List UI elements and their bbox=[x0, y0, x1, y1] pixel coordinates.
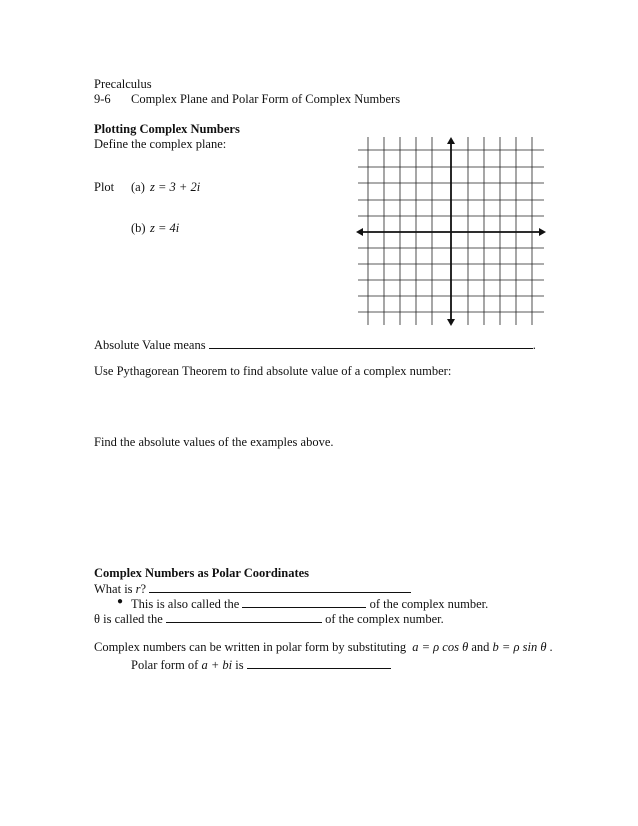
arrow-right-icon bbox=[539, 228, 546, 236]
absolute-value-prefix: Absolute Value means bbox=[94, 338, 206, 352]
plot-label: Plot bbox=[94, 180, 115, 194]
modulus-suffix: of the complex number. bbox=[369, 597, 489, 611]
polar-form-prefix: Polar form of bbox=[131, 658, 199, 672]
complex-plane-grid[interactable] bbox=[356, 137, 546, 327]
theta-blank[interactable] bbox=[166, 610, 322, 623]
polar-form-blank[interactable] bbox=[247, 656, 391, 669]
theta-suffix: of the complex number. bbox=[325, 612, 444, 626]
axes bbox=[360, 141, 542, 321]
item-a-label: (a) bbox=[131, 180, 145, 194]
what-is-r-blank[interactable] bbox=[149, 580, 411, 593]
pythagorean-prompt: Use Pythagorean Theorem to find absolute value of a complex number: bbox=[94, 364, 452, 378]
arrow-left-icon bbox=[356, 228, 363, 236]
polar-form-line bbox=[131, 656, 391, 673]
section-title: Complex Plane and Polar Form of Complex Numbers bbox=[131, 92, 401, 106]
modulus-prefix: This is also called the bbox=[131, 597, 240, 611]
modulus-blank[interactable] bbox=[242, 595, 366, 608]
item-a-expression: z = 3 + 2i bbox=[150, 180, 201, 194]
b-substitution: b = ρ sin θ bbox=[492, 640, 547, 654]
absolute-value-suffix: . bbox=[532, 338, 536, 352]
course-title: Precalculus bbox=[94, 77, 152, 91]
r-symbol: r bbox=[135, 582, 141, 596]
absolute-value-blank[interactable] bbox=[209, 336, 533, 349]
a-substitution: a = ρ cos θ bbox=[412, 640, 469, 654]
substitution-text: Complex numbers can be written in polar form by substituting bbox=[94, 640, 407, 654]
and-word: and bbox=[471, 640, 490, 654]
substitution-line bbox=[94, 640, 553, 655]
plotting-heading: Plotting Complex Numbers bbox=[94, 122, 240, 136]
absolute-value-line bbox=[94, 336, 536, 353]
theta-line bbox=[94, 610, 444, 627]
what-is-r-prefix: What is bbox=[94, 582, 136, 596]
theta-prefix: θ is called the bbox=[94, 612, 163, 626]
bullet-icon: ● bbox=[117, 596, 124, 607]
find-absolute-values-prompt: Find the absolute values of the examples above. bbox=[94, 435, 334, 449]
item-b-expression: z = 4i bbox=[150, 221, 180, 235]
item-b-label: (b) bbox=[131, 221, 146, 235]
arrow-up-icon bbox=[447, 137, 455, 144]
polar-heading: Complex Numbers as Polar Coordinates bbox=[94, 566, 310, 580]
section-number: 9-6 bbox=[94, 92, 111, 106]
what-is-r-suffix: ? bbox=[140, 582, 147, 596]
arrow-down-icon bbox=[447, 319, 455, 326]
substitution-end: . bbox=[549, 640, 553, 654]
polar-form-expression: a + bi bbox=[201, 658, 233, 672]
define-complex-plane-prompt: Define the complex plane: bbox=[94, 137, 227, 151]
polar-form-is: is bbox=[235, 658, 244, 672]
